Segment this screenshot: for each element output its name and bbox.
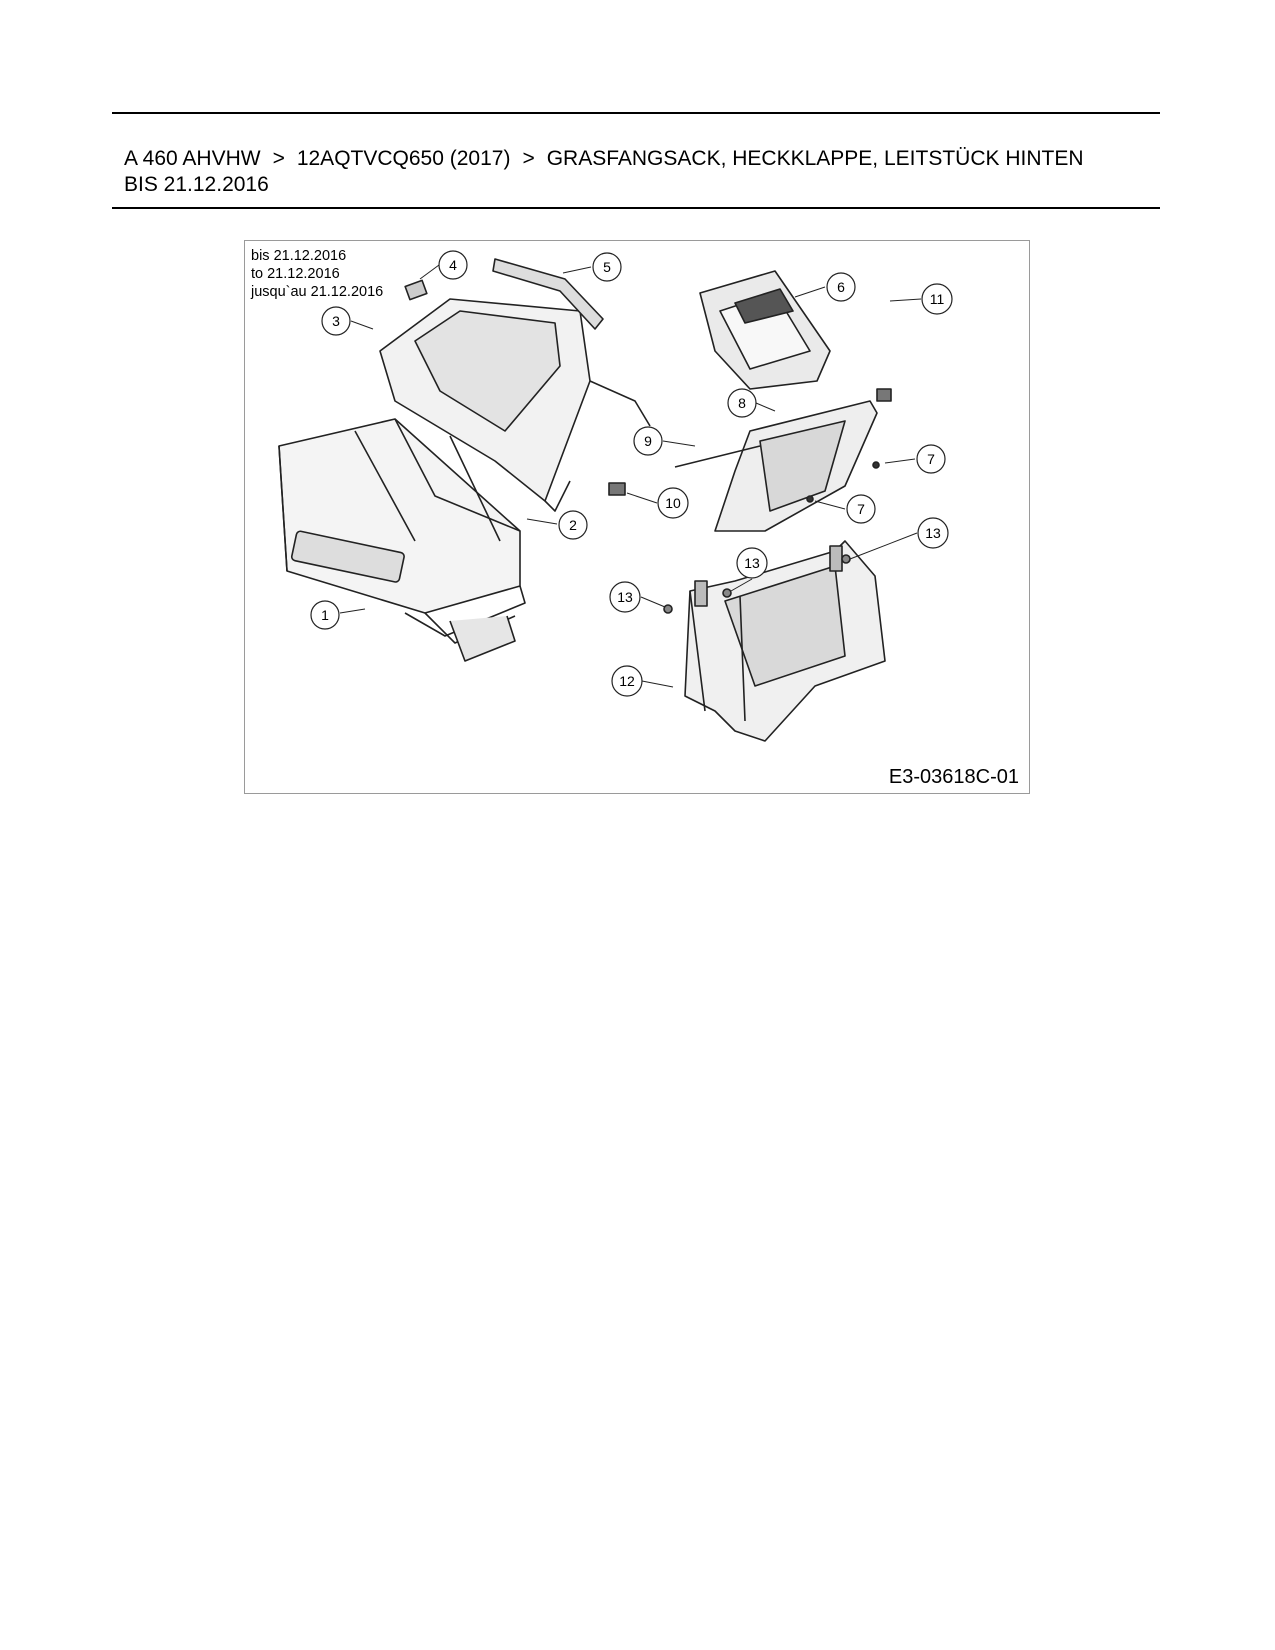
callout-12[interactable] — [612, 666, 642, 696]
callout-3[interactable] — [322, 307, 350, 335]
validity-en: to 21.12.2016 — [251, 266, 340, 282]
svg-text:9: 9 — [644, 433, 652, 449]
svg-text:13: 13 — [617, 589, 633, 605]
breadcrumb-header — [124, 146, 1154, 198]
callout-4[interactable] — [439, 251, 467, 279]
svg-text:4: 4 — [449, 257, 457, 273]
callout-5[interactable] — [593, 253, 621, 281]
screw-7a-part — [873, 462, 879, 468]
svg-text:11: 11 — [929, 291, 945, 307]
validity-line: BIS 21.12.2016 — [124, 173, 269, 196]
callout-13a[interactable] — [610, 582, 640, 612]
callout-7b[interactable] — [847, 495, 875, 523]
callout-1[interactable] — [311, 601, 339, 629]
svg-text:8: 8 — [738, 395, 746, 411]
breadcrumb-section: GRASFANGSACK, HECKKLAPPE, LEITSTÜCK HINTEN — [546, 147, 1084, 170]
nut-13c-part — [723, 589, 731, 597]
rear-frame-part — [685, 541, 885, 741]
validity-de: bis 21.12.2016 — [251, 248, 347, 264]
callout-2[interactable] — [559, 511, 587, 539]
callout-13c[interactable] — [918, 518, 948, 548]
nut-13b-part — [842, 555, 850, 563]
svg-text:7: 7 — [857, 501, 865, 517]
callout-11[interactable] — [922, 284, 952, 314]
svg-text:13: 13 — [925, 525, 941, 541]
breadcrumb-line — [124, 146, 1154, 172]
svg-text:13: 13 — [744, 555, 760, 571]
callout-7a[interactable] — [917, 445, 945, 473]
svg-text:2: 2 — [569, 517, 577, 533]
clip-part — [405, 280, 427, 299]
svg-text:12: 12 — [619, 673, 635, 689]
svg-text:6: 6 — [837, 279, 845, 295]
svg-text:1: 1 — [321, 607, 329, 623]
svg-text:5: 5 — [603, 259, 611, 275]
callout-8[interactable] — [728, 389, 756, 417]
svg-text:10: 10 — [665, 495, 681, 511]
breadcrumb-part-number[interactable]: 12AQTVCQ650 (2017) — [296, 147, 511, 170]
spring-right-part — [877, 389, 891, 401]
figure-id: E3-03618C-01 — [888, 766, 1019, 788]
top-rule — [112, 112, 1160, 114]
breadcrumb-separator: > — [272, 147, 285, 170]
nut-13a-part — [664, 605, 672, 613]
svg-text:7: 7 — [927, 451, 935, 467]
breadcrumb-separator: > — [522, 147, 535, 170]
callout-10[interactable] — [658, 488, 688, 518]
validity-fr: jusqu`au 21.12.2016 — [251, 284, 384, 300]
callout-13b[interactable] — [737, 548, 767, 578]
bottom-rule — [112, 207, 1160, 209]
spring-left-part — [609, 483, 625, 495]
rear-guide-part — [700, 271, 830, 389]
svg-text:3: 3 — [332, 313, 340, 329]
parts-illustration — [245, 241, 1031, 795]
callout-9[interactable] — [634, 427, 662, 455]
exploded-parts-diagram — [244, 240, 1030, 794]
screw-7b-part — [807, 496, 813, 502]
breadcrumb-model[interactable]: A 460 AHVHW — [124, 147, 261, 170]
callout-6[interactable] — [827, 273, 855, 301]
